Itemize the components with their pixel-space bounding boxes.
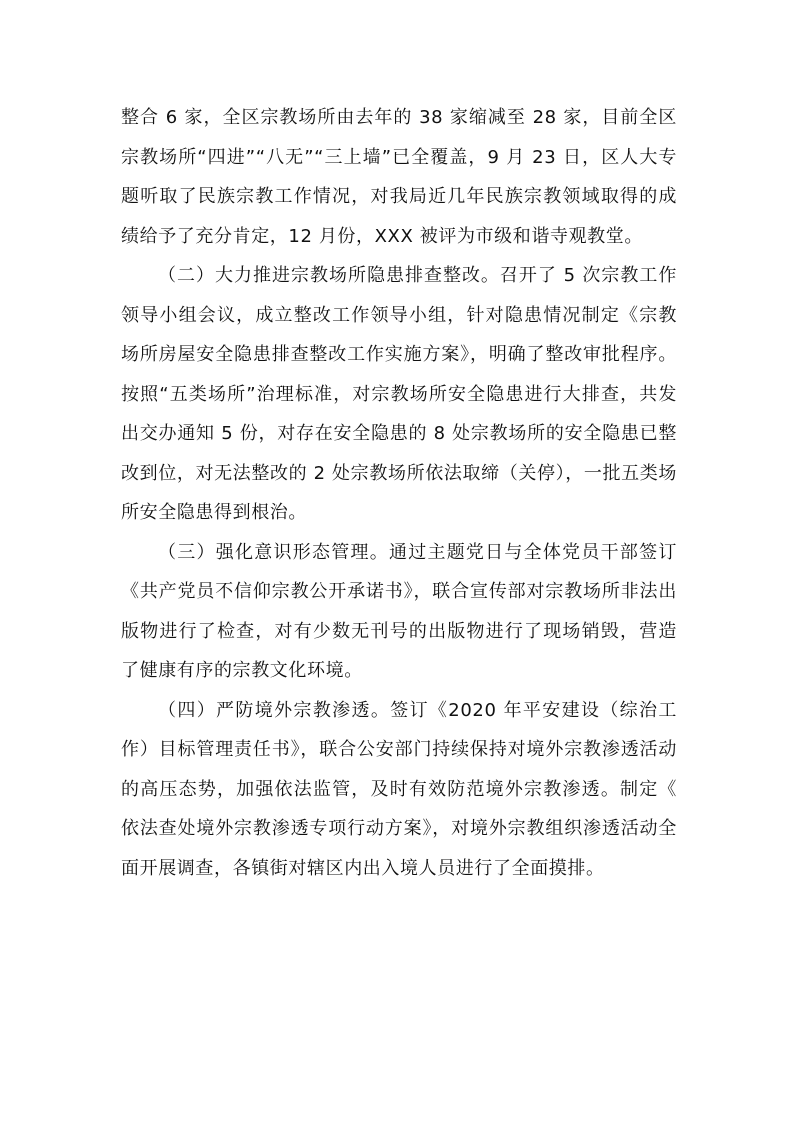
paragraph-hazard-rectification: （二）大力推进宗教场所隐患排查整改。召开了 5 次宗教工作领导小组会议，成立整改工作领导小组，针对隐患情况制定《宗教场所房屋安全隐患排查整改工作实施方案》，明确了整改审批程序。按照“五类场所”治理标准，对宗教场所安全隐患进行大排查，共发出交办通知 5 份，对存在安全隐患的 8 处宗教场所的安全隐患已整改到位，对无法整改的 2 处宗教场所依法取缔（关停），一批五类场所安全隐患得到根治。 [121,265,677,523]
document-body [121,98,677,888]
paragraph-continuation: 整合 6 家，全区宗教场所由去年的 38 家缩减至 28 家，目前全区宗教场所“四进”“八无”“三上墙”已全覆盖，9 月 23 日，区人大专题听取了民族宗教工作情况，对我局近几年民族宗教领域取得的成绩给予了充分肯定，12 月份，XXX 被评为市级和谐寺观教堂。 [121,107,677,247]
paragraph-ideology-management: （三）强化意识形态管理。通过主题党日与全体党员干部签订《共产党员不信仰宗教公开承诺书》，联合宣传部对宗教场所非法出版物进行了检查，对有少数无刊号的出版物进行了现场销毁，营造了健康有序的宗教文化环境。 [121,541,677,681]
paragraph-foreign-infiltration: （四）严防境外宗教渗透。签订《2020 年平安建设（综治工作）目标管理责任书》，联合公安部门持续保持对境外宗教渗透活动的高压态势，加强依法监管，及时有效防范境外宗教渗透。制定《依法查处境外宗教渗透专项行动方案》，对境外宗教组织渗透活动全面开展调查，各镇街对辖区内出入境人员进行了全面摸排。 [121,699,677,879]
